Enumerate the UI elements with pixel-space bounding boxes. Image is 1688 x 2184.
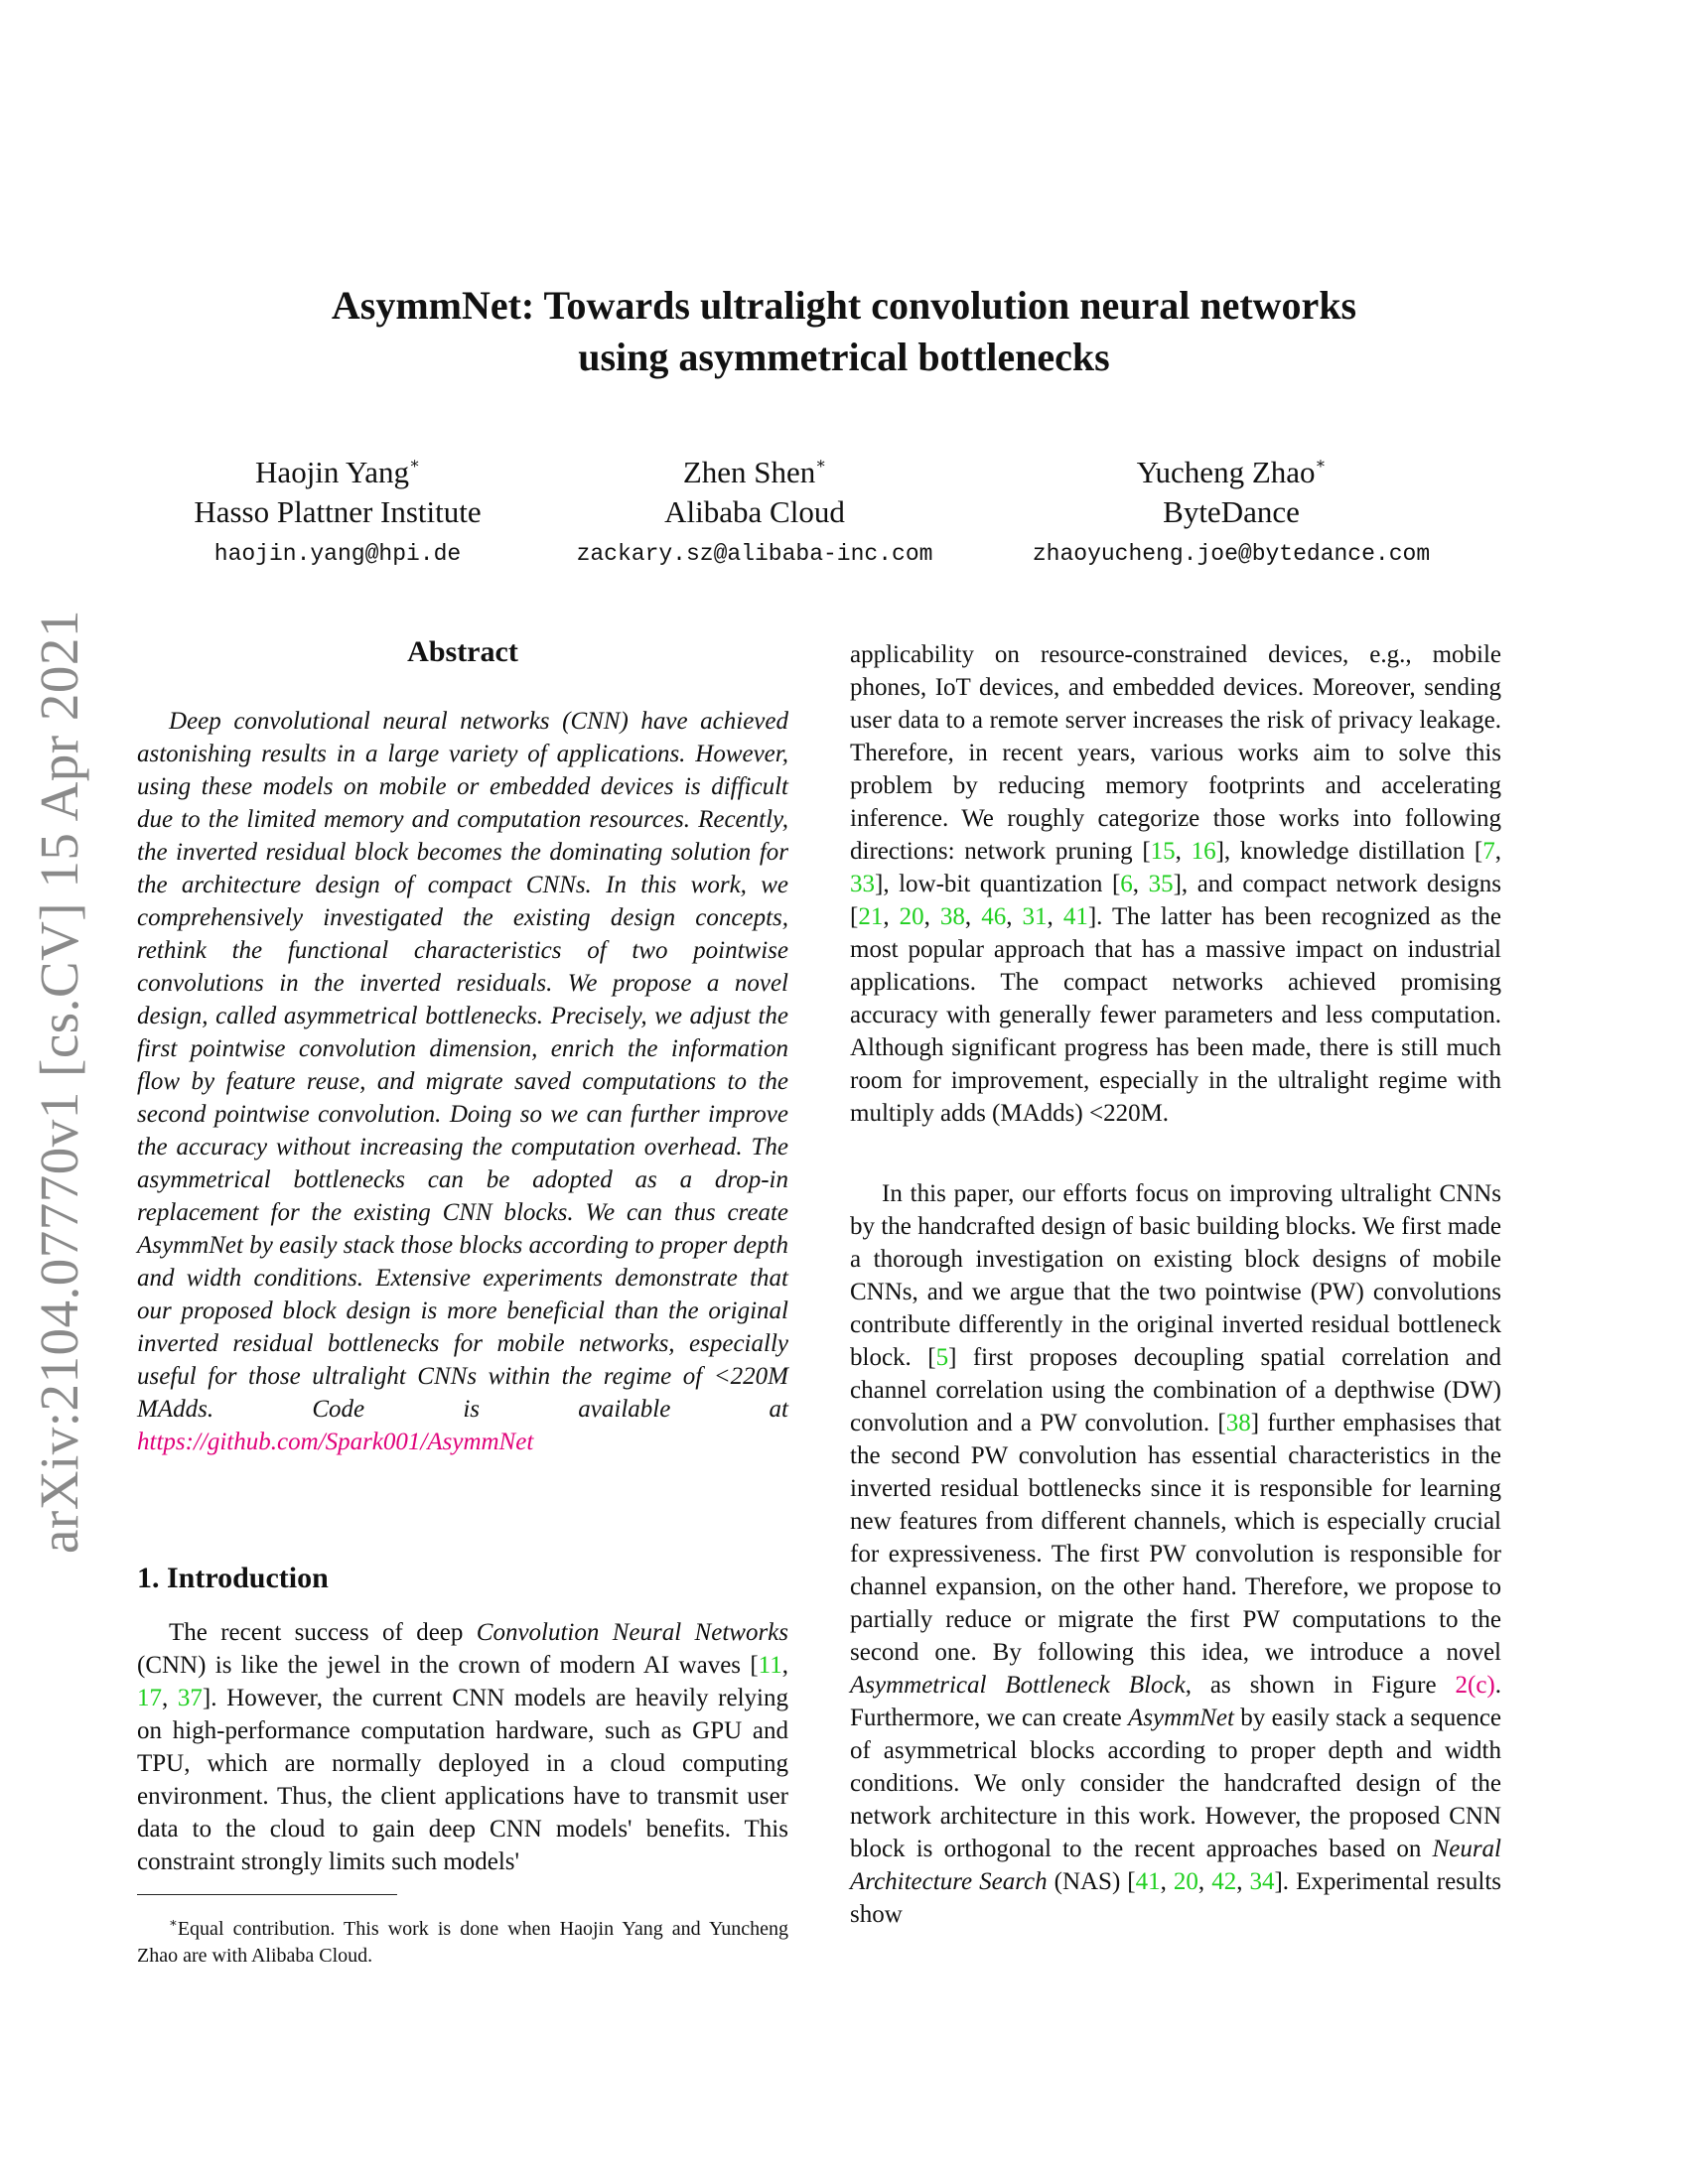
author-name: Haojin Yang∗ bbox=[255, 455, 420, 489]
equal-contribution-mark: ∗ bbox=[409, 456, 420, 473]
author-name: Yucheng Zhao∗ bbox=[1136, 455, 1327, 489]
paper-title bbox=[199, 280, 1489, 383]
citation-link[interactable]: 7 bbox=[1482, 838, 1495, 865]
author-block-3 bbox=[1003, 445, 1460, 574]
citation-link[interactable]: 38 bbox=[1225, 1410, 1251, 1436]
citation-link[interactable]: 17 bbox=[137, 1685, 162, 1711]
citation-link[interactable]: 34 bbox=[1249, 1868, 1275, 1895]
figure-reference-link[interactable]: 2(c) bbox=[1455, 1672, 1495, 1699]
abstract-text: Deep convolutional neural networks (CNN) have achieved astonishing results in a large variety of applications. However, using these models on mobile or embedded devices is difficult due to the limited memory and computation resources. Recently, the inverted residual block becomes the dominating solution for the architecture design of compact CNNs. In this work, we comprehensively investigated the existing design concepts, rethink the functional characteristics of two pointwise convolutions in the inverted residuals. We propose a novel design, called asymmetrical bottlenecks. Precisely, we adjust the first pointwise convolution dimension, enrich the information flow by feature reuse, and migrate saved computations to the second pointwise convolution. Doing so we can further improve the accuracy without increasing the computation overhead. The asymmetrical bottlenecks can be adopted as a drop-in replacement for the existing CNN blocks. We can thus create AsymmNet by easily stack those blocks according to proper depth and width conditions. Extensive experiments demonstrate that our proposed block design is more beneficial than the original inverted residual bottlenecks for mobile networks, especially useful for those ultralight CNNs within the regime of <220M MAdds. Code is available at https://github.com/Spark001/AsymmNet bbox=[137, 708, 788, 1455]
title-line-1: AsymmNet: Towards ultralight convolution neural networks bbox=[331, 283, 1357, 328]
citation-link[interactable]: 21 bbox=[858, 903, 884, 930]
citation-link[interactable]: 33 bbox=[850, 871, 875, 897]
citation-link[interactable]: 11 bbox=[758, 1652, 782, 1679]
citation-link[interactable]: 38 bbox=[939, 903, 965, 930]
citation-link[interactable]: 35 bbox=[1148, 871, 1174, 897]
footnote: ∗Equal contribution. This work is done when Haojin Yang and Yuncheng Zhao are with Alibaba Cloud. bbox=[137, 1915, 788, 1967]
citation-link[interactable]: 5 bbox=[935, 1344, 949, 1371]
author-email: zhaoyucheng.joe@bytedance.com bbox=[1032, 541, 1431, 567]
author-name: Zhen Shen∗ bbox=[682, 455, 827, 489]
footnote-mark: ∗ bbox=[169, 1915, 178, 1930]
abstract-heading: Abstract bbox=[407, 635, 518, 668]
citation-link[interactable]: 42 bbox=[1211, 1868, 1237, 1895]
author-email: haojin.yang@hpi.de bbox=[213, 541, 462, 567]
citation-link[interactable]: 20 bbox=[899, 903, 924, 930]
citation-link[interactable]: 41 bbox=[1135, 1868, 1161, 1895]
author-block-1 bbox=[174, 445, 501, 574]
citation-link[interactable]: 6 bbox=[1120, 871, 1133, 897]
equal-contribution-mark: ∗ bbox=[1315, 456, 1327, 473]
citation-link[interactable]: 20 bbox=[1173, 1868, 1198, 1895]
author-affiliation: Alibaba Cloud bbox=[664, 494, 845, 529]
section-heading-introduction: 1. Introduction bbox=[137, 1562, 329, 1594]
intro-paragraph-1: The recent success of deep Convolution Neural Networks (CNN) is like the jewel in the crown of modern AI waves [11, 17, 37]. However, the current CNN models are heavily relying on high-performance computation hardware, such as GPU and TPU, which are normally deployed in a cloud computing environment. Thus, the client applications have to transmit user data to the cloud to gain deep CNN models' benefits. This constraint strongly limits such models' bbox=[137, 1619, 789, 1875]
footnote-rule bbox=[137, 1894, 397, 1895]
citation-link[interactable]: 16 bbox=[1191, 838, 1216, 865]
intro-paragraph-2: In this paper, our efforts focus on improving ultralight CNNs by the handcrafted design of basic building blocks. We first made a thorough investigation on existing block designs of mobile CNNs, and we argue that the two pointwise (PW) convolutions contribute differently in the original inverted residual bottleneck block. [5] first proposes decoupling spatial correlation and channel correlation using the combination of a depthwise (DW) convolution and a PW convolution. [38] further emphasises that the second PW convolution has essential characteristics in the inverted residual bottlenecks since it is responsible for learning new features from different channels, which is especially crucial for expressiveness. The first PW convolution is responsible for channel expansion, on the other hand. Therefore, we propose to partially reduce or migrate the first PW computations to the second one. By following this idea, we introduce a novel Asymmetrical Bottleneck Block, as shown in Figure 2(c). Furthermore, we can create AsymmNet by easily stack a sequence of asymmetrical blocks according to proper depth and width conditions. We only consider the handcrafted design of the network architecture in this work. However, the proposed CNN block is orthogonal to the recent approaches based on Neural Architecture Search (NAS) [41, 20, 42, 34]. Experimental results show bbox=[850, 1180, 1502, 1928]
author-email: zackary.sz@alibaba-inc.com bbox=[576, 541, 933, 567]
citation-link[interactable]: 41 bbox=[1062, 903, 1088, 930]
intro-paragraph-1-continued: applicability on resource-constrained devices, e.g., mobile phones, IoT devices, and embedded devices. Moreover, sending user data to a remote server increases the risk of privacy leakage. Therefore, in recent years, various works aim to solve this problem by reducing memory footprints and accelerating inference. We roughly categorize those works into following directions: network pruning [15, 16], knowledge distillation [7, 33], low-bit quantization [6, 35], and compact network designs [21, 20, 38, 46, 31, 41]. The latter has been recognized as the most popular approach that has a massive impact on industrial applications. The compact networks achieved promising accuracy with generally fewer parameters and less computation. Although significant progress has been made, there is still much room for improvement, especially in the ultralight regime with multiply adds (MAdds) <220M. bbox=[850, 641, 1502, 1127]
title-line-2: using asymmetrical bottlenecks bbox=[578, 335, 1110, 379]
code-link[interactable]: https://github.com/Spark001/AsymmNet bbox=[137, 1429, 534, 1455]
citation-link[interactable]: 15 bbox=[1150, 838, 1176, 865]
author-affiliation: Hasso Plattner Institute bbox=[194, 494, 482, 529]
citation-link[interactable]: 31 bbox=[1022, 903, 1048, 930]
author-block-2 bbox=[541, 445, 968, 574]
citation-link[interactable]: 37 bbox=[177, 1685, 203, 1711]
equal-contribution-mark: ∗ bbox=[815, 456, 827, 473]
arxiv-identifier: arXiv:2104.07770v1 [cs.CV] 15 Apr 2021 bbox=[29, 610, 89, 1554]
author-affiliation: ByteDance bbox=[1163, 494, 1300, 529]
citation-link[interactable]: 46 bbox=[981, 903, 1007, 930]
